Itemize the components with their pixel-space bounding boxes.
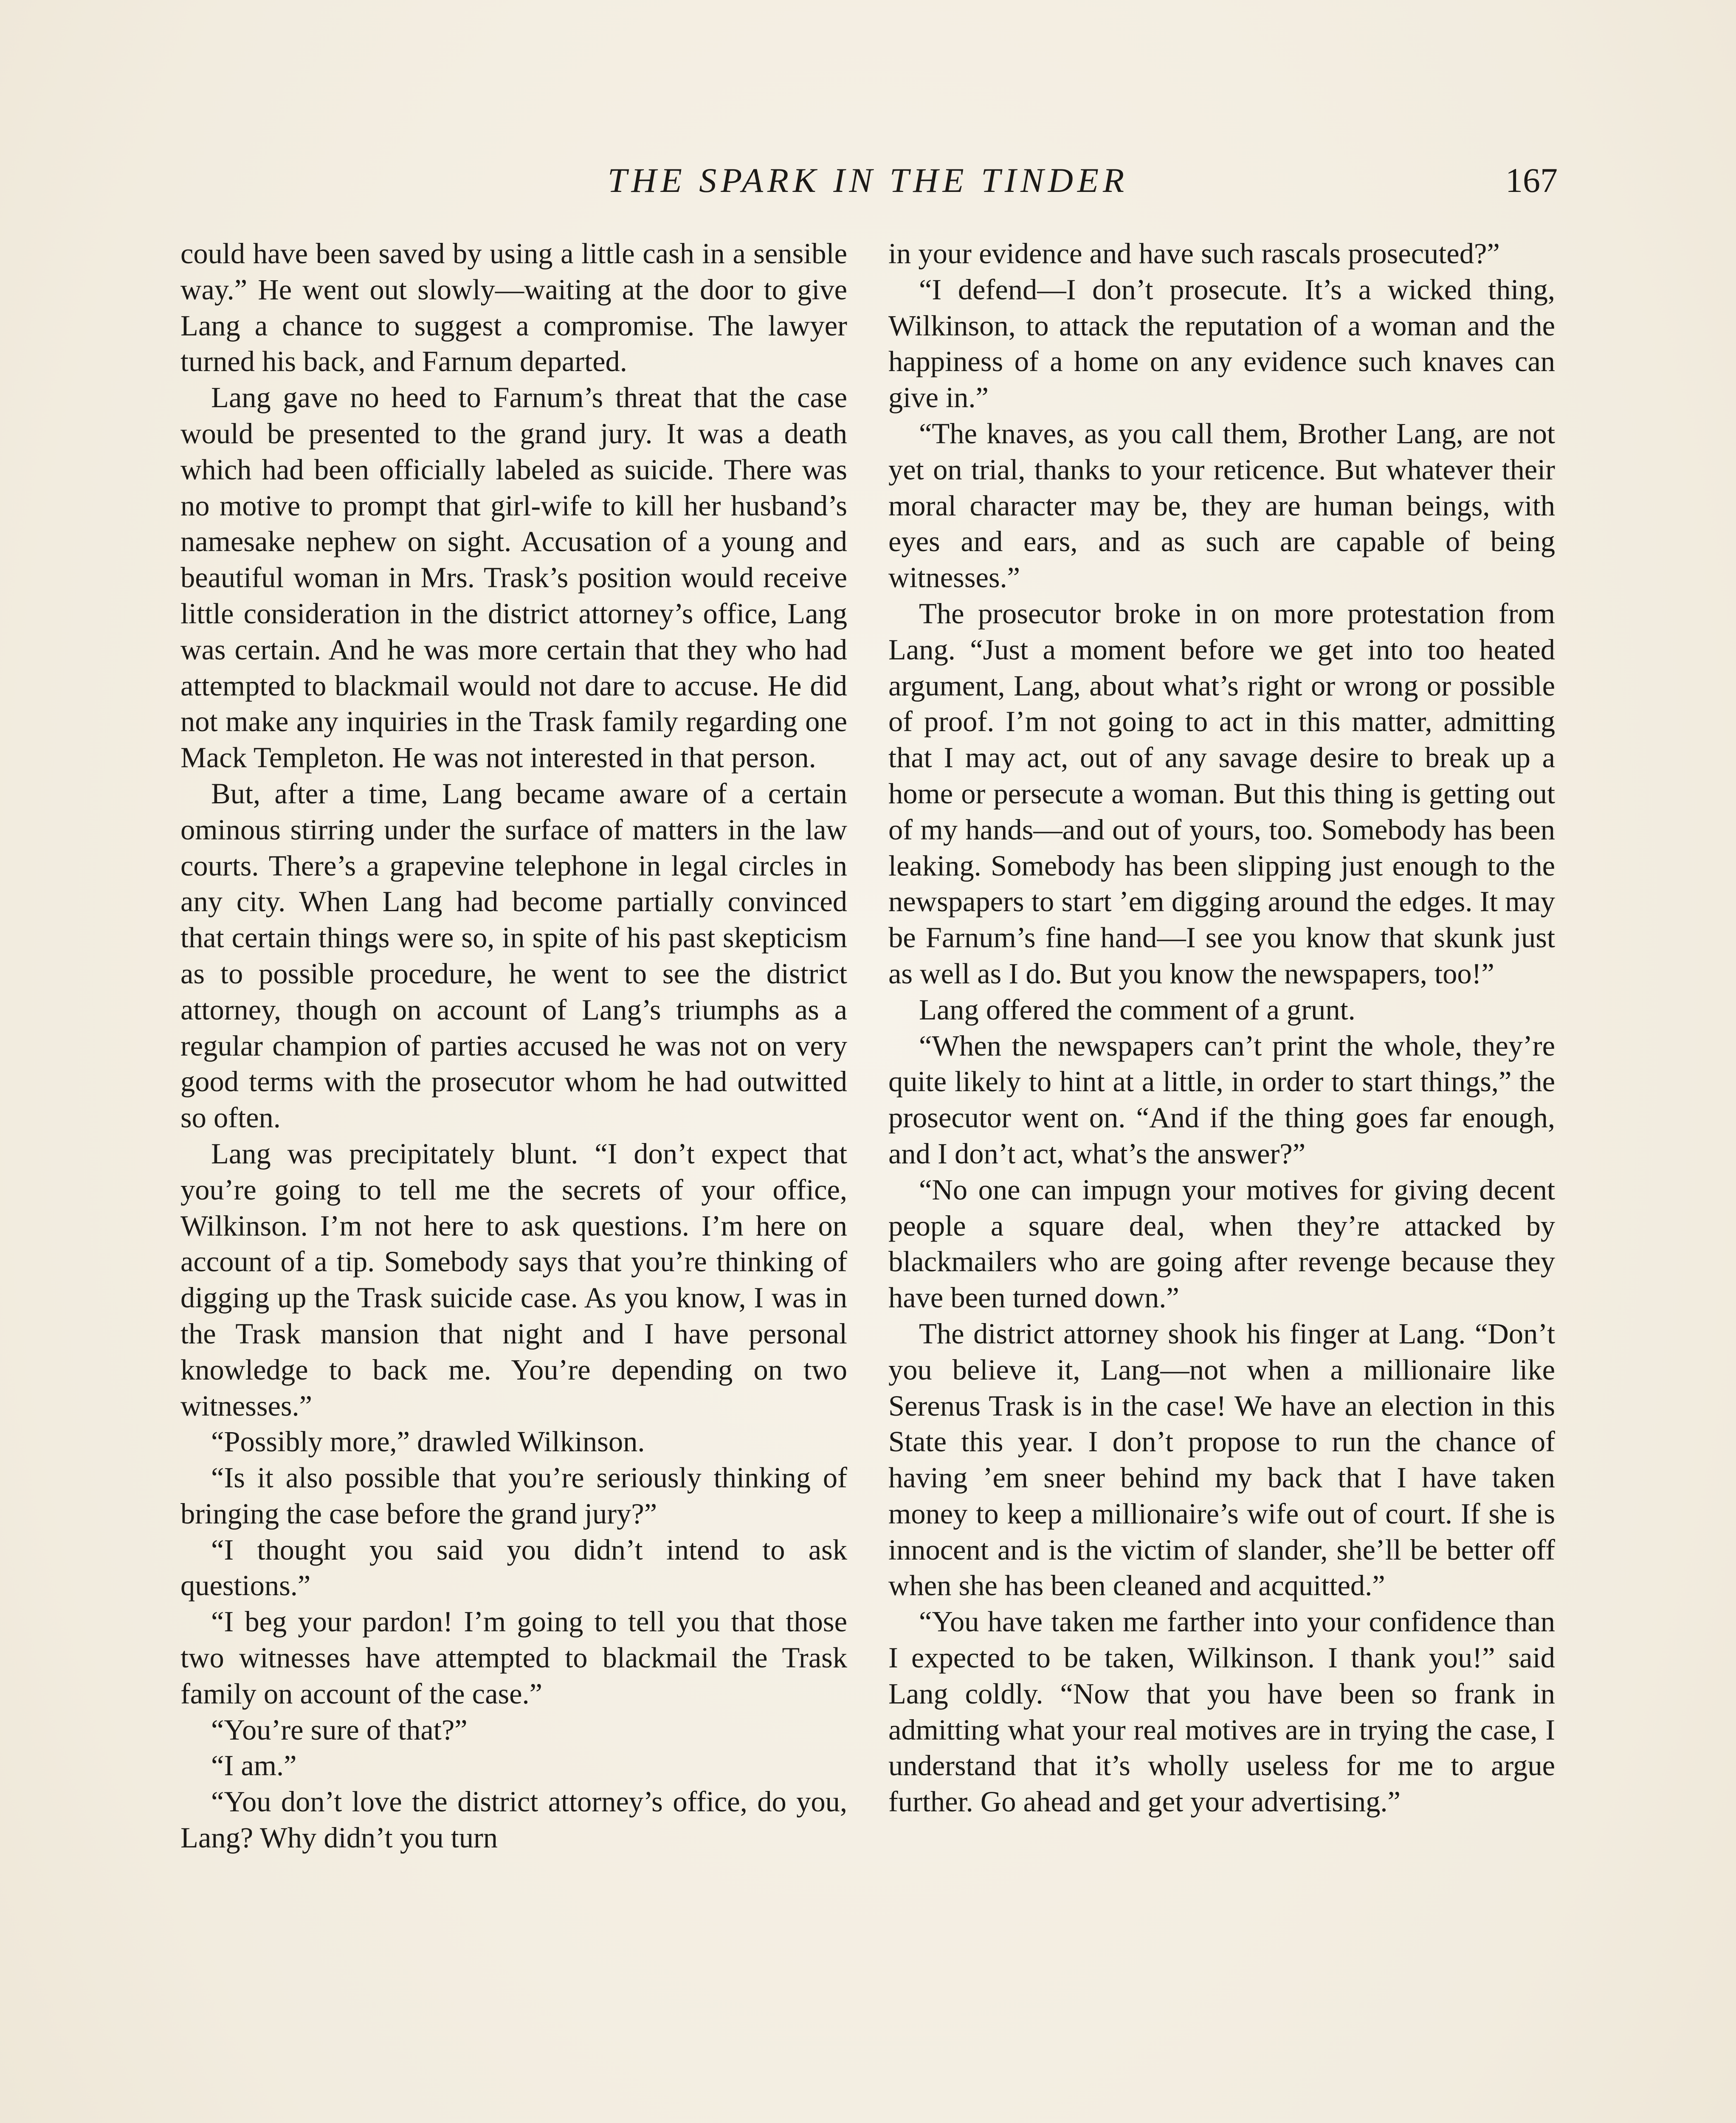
paragraph: “No one can impugn your motives for giving decent people a square deal, when they’re attacked by blackmailers who are going after revenge because they have been turned down.” (888, 1173, 1555, 1314)
paragraph: But, after a time, Lang became aware of a certain ominous stirring under the surface of matters in the law courts. There’s a grapevine telephone in legal circles in any city. When Lang had become partially convinced that certain things were so, in spite of his past skepticism as to possible procedure, he went to see the district attorney, though on account of Lang’s triumphs as a regular champion of parties accused he was not on very good terms with the prosecutor whom he had outwitted so often. (180, 777, 847, 1134)
paragraph: “I defend—I don’t prosecute. It’s a wicked thing, Wilkinson, to attack the reputation of a woman and the happiness of a home on any evidence such knaves can give in.” (888, 273, 1555, 414)
paragraph: The prosecutor broke in on more protestation from Lang. “Just a moment before we get into too heated argument, Lang, about what’s right or wrong or possible of proof. I’m not going to act in this matter, admitting that I may act, out of any savage desire to break up a home or persecute a woman. But this thing is getting out of my hands—and out of yours, too. Somebody has been leaking. Somebody has been slipping just enough to the newspapers to start ’em digging around the edges. It may be Farnum’s fine hand—I see you know that skunk just as well as I do. But you know the newspapers, too!” (888, 597, 1555, 990)
paragraph: “You have taken me farther into your confidence than I expected to be taken, Wilkinson. I thank you!” said Lang coldly. “Now that you have been so frank in admitting what your real motives are in trying the case, I understand that it’s wholly useless for me to argue further. Go ahead and get your advertising.” (888, 1605, 1555, 1818)
paragraph: “You don’t love the district attorney’s office, do you, Lang? Why didn’t you turn (180, 1785, 847, 1854)
paragraph: “I am.” (211, 1749, 297, 1782)
paragraph: The district attorney shook his finger at Lang. “Don’t you believe it, Lang—not when a millionaire like Serenus Trask is in the case! We have an election in this State this year. I don’t propose to run the chance of having ’em sneer behind my back that I have taken money to keep a millionaire’s wife out of court. If she is innocent and is the victim of slander, she’ll be better off when she has been cleaned and acquitted.” (888, 1317, 1555, 1602)
paragraph: “Is it also possible that you’re seriously thinking of bringing the case before the grand jury?” (180, 1461, 847, 1530)
running-head (0, 157, 1736, 217)
paragraph: “When the newspapers can’t print the whole, they’re quite likely to hint at a little, in order to start things,” the prosecutor went on. “And if the thing goes far enough, and I don’t act, what’s the answer?” (888, 1029, 1555, 1170)
running-title: THE SPARK IN THE TINDER (607, 161, 1129, 200)
paragraph: Lang gave no heed to Farnum’s threat that the case would be presented to the grand jury. It was a death which had been officially labeled as suicide. There was no motive to prompt that girl-wife to kill her husband’s namesake nephew on sight. Accusation of a young and beautiful woman in Mrs. Trask’s position would receive little consideration in the district attorney’s office, Lang was certain. And he was more certain that they who had attempted to blackmail would not dare to accuse. He did not make any inquiries in the Trask family regarding one Mack Templeton. He was not interested in that person. (180, 381, 847, 774)
paragraph: “The knaves, as you call them, Brother Lang, are not yet on trial, thanks to your reticence. But whatever their moral character may be, they are human beings, with eyes and ears, and as such are capable of being witnesses.” (888, 417, 1555, 594)
paragraph: could have been saved by using a little cash in a sensible way.” He went out slowly—waiting at the door to give Lang a chance to suggest a compromise. The lawyer turned his back, and Farnum departed. (180, 237, 847, 378)
paragraph: in your evidence and have such rascals prosecuted?” (888, 237, 1500, 270)
left-column (180, 236, 847, 1856)
paragraph: “You’re sure of that?” (211, 1713, 468, 1746)
right-column (888, 236, 1555, 1820)
paragraph: “I thought you said you didn’t intend to ask questions.” (180, 1533, 847, 1602)
paragraph: Lang offered the comment of a grunt. (919, 993, 1356, 1026)
paragraph: “Possibly more,” drawled Wilkinson. (211, 1425, 645, 1458)
paragraph: “I beg your pardon! I’m going to tell you that those two witnesses have attempted to blackmail the Trask family on account of the case.” (180, 1605, 847, 1710)
page-number: 167 (1505, 161, 1558, 200)
paragraph: Lang was precipitately blunt. “I don’t expect that you’re going to tell me the secrets of your office, Wilkinson. I’m not here to ask questions. I’m here on account of a tip. Somebody says that you’re thinking of digging up the Trask suicide case. As you know, I was in the Trask mansion that night and I have personal knowledge to back me. You’re depending on two witnesses.” (180, 1137, 847, 1422)
